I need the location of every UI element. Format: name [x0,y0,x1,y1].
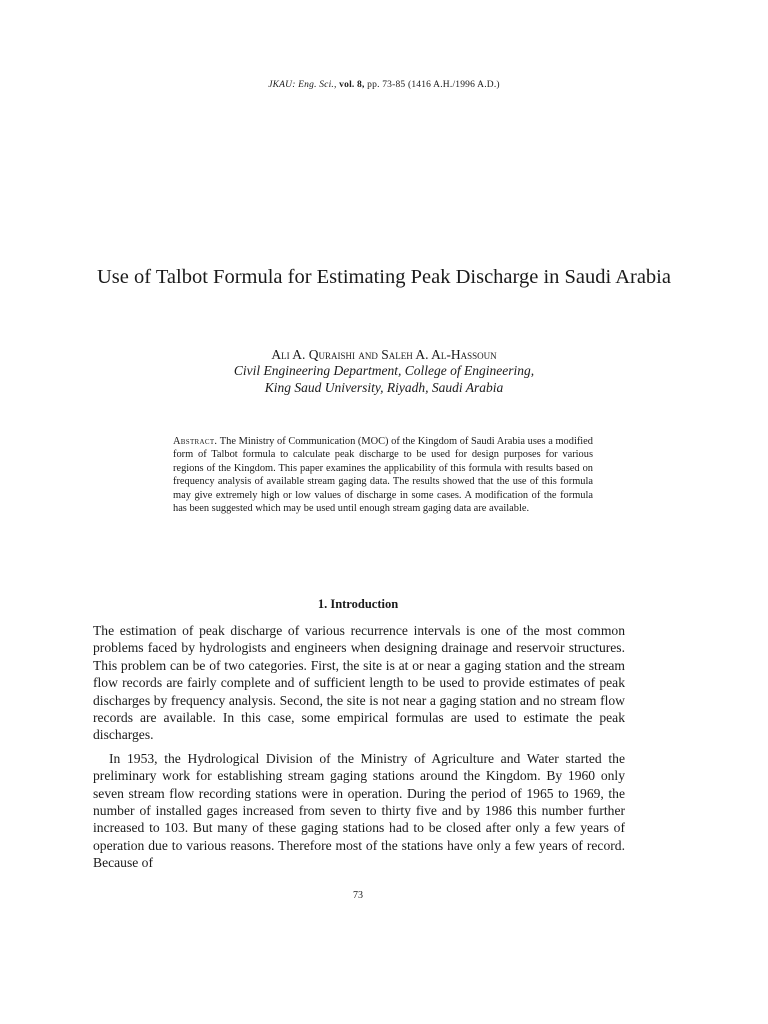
author-affiliation [84,362,684,396]
page-number: 73 [353,890,363,901]
section-body [93,622,625,872]
affiliation-line-2: King Saud University, Riyadh, Saudi Arabia [264,380,504,395]
affiliation-line-1: Civil Engineering Department, College of Engineering, [233,363,535,378]
journal-pages: pp. 73-85 (1416 A.H./1996 A.D.) [367,80,500,90]
abstract-text: The Ministry of Communication (MOC) of the Kingdom of Saudi Arabia uses a modified form of Talbot formula to calculate peak discharge to be used for design purposes for various regions of the Kingdom. This paper examines the applicability of this formula with results based on frequency analysis of available stream gaging data. The results showed that the use of this formula may give extremely high or low values of discharge in some cases. A modification of the formula has been suggested which may be used until enough stream gaging data are available. [173,436,593,515]
paper-title: Use of Talbot Formula for Estimating Peak Discharge in Saudi Arabia [97,266,671,288]
section-heading: 1. Introduction [317,597,399,611]
author-names: Ali A. Quraishi and Saleh A. Al-Hassoun [271,347,497,362]
journal-header [0,80,768,90]
journal-name: JKAU: Eng. Sci., [268,80,337,90]
abstract [173,435,593,515]
journal-volume: vol. 8, [339,80,365,90]
body-paragraph: The estimation of peak discharge of various recurrence intervals is one of the most common problems faced by hydrologists and engineers when designing drainage and reservoir structures. This problem can be of two categories. First, the site is at or near a gaging station and the stream flow records are fairly complete and of sufficient length to be used to provide estimates of peak discharges by frequency analysis. Second, the site is not near a gaging station and no stream flow records are available. In this case, some empirical formulas are used to estimate the peak discharges. [93,623,625,743]
author-line [84,346,684,363]
body-paragraph: In 1953, the Hydrological Division of the Ministry of Agriculture and Water started the preliminary work for establishing stream gaging stations around the Kingdom. By 1960 only seven stream flow recording stations were in operation. During the period of 1965 to 1969, the number of installed gages increased from seven to thirty five and by 1986 this number further increased to 103. But many of these gaging stations had to be closed after only a few years of operation due to various reasons. Therefore most of the stations have only a few years of record. Because of [93,750,625,871]
abstract-label: Abstract. [173,436,218,447]
